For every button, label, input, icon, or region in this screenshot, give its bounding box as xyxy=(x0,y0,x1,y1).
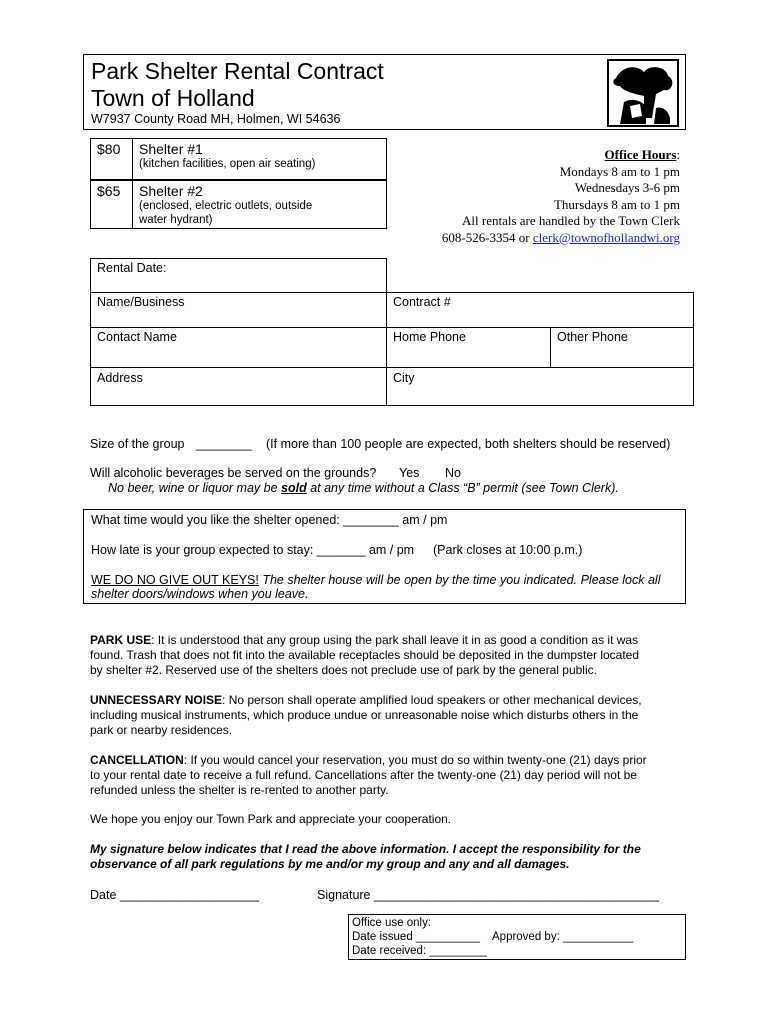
group-size-label: Size of the group xyxy=(90,437,185,451)
office-hours-heading: Office Hours: xyxy=(604,147,680,162)
office-hours-line: All rentals are handled by the Town Clerk xyxy=(462,213,680,228)
other-phone-field[interactable]: Other Phone xyxy=(557,330,628,344)
header-address: W7937 County Road MH, Holmen, WI 54636 xyxy=(91,112,341,126)
group-size-note: (If more than 100 people are expected, both shelters should be reserved) xyxy=(266,437,671,451)
date-received-field[interactable]: Date received: _________ xyxy=(352,945,487,957)
keys-notice: WE DO NO GIVE OUT KEYS! The shelter house will be open by the time you indicated. Please lock all xyxy=(91,573,661,587)
grid-col-line xyxy=(550,327,551,368)
grid-col-line xyxy=(386,292,387,406)
noise-rule: UNNECESSARY NOISE: No person shall operate amplified loud speakers or other mechanical devices, including musical instruments, which produce undue or unreasonable noise which disturbs others in the park or nearby residences. xyxy=(90,693,642,737)
tree-logo-icon xyxy=(606,58,680,128)
office-hours-line: Thursdays 8 am to 1 pm xyxy=(553,196,680,212)
name-business-field[interactable]: Name/Business xyxy=(97,295,185,309)
signature-statement: My signature below indicates that I read the above information. I accept the responsibility for the observance of all park regulations by me and/or my group and any and all damages. xyxy=(90,842,641,871)
late-time-question[interactable]: How late is your group expected to stay: _______ am / pm xyxy=(91,543,415,557)
keys-notice-2: shelter doors/windows when you leave. xyxy=(91,587,309,601)
office-hours xyxy=(442,147,680,246)
clerk-email-link[interactable]: clerk@townofhollandwi.org xyxy=(532,229,680,245)
office-use-title: Office use only: xyxy=(352,917,432,929)
home-phone-field[interactable]: Home Phone xyxy=(393,330,466,344)
grid-row-line xyxy=(90,327,694,328)
grid-row-line xyxy=(90,367,694,368)
alcohol-no-option[interactable]: No xyxy=(445,466,461,480)
shelter-2-price: $65 xyxy=(97,183,121,199)
park-closes-note: (Park closes at 10:00 p.m.) xyxy=(433,543,583,557)
contact-name-field[interactable]: Contact Name xyxy=(97,330,177,344)
shelter-1-desc: (kitchen facilities, open air seating) xyxy=(139,158,316,170)
contract-number-field[interactable]: Contract # xyxy=(393,295,451,309)
address-field[interactable]: Address xyxy=(97,371,143,385)
approved-by-field[interactable]: Approved by: ___________ xyxy=(492,931,634,943)
enjoy-text: We hope you enjoy our Town Park and appreciate your cooperation. xyxy=(90,812,452,826)
shelter-1-price: $80 xyxy=(97,141,121,157)
office-hours-line: Mondays 8 am to 1 pm xyxy=(559,163,680,179)
group-size-input[interactable]: ________ xyxy=(196,437,252,451)
alcohol-yes-option[interactable]: Yes xyxy=(399,466,420,480)
alcohol-note: No beer, wine or liquor may be sold at any time without a Class “B” permit (see Town Clerk). xyxy=(108,481,619,495)
shelter-1-name: Shelter #1 xyxy=(139,141,203,157)
date-signature-field[interactable]: Date ____________________ xyxy=(90,888,259,902)
sold-emphasis: sold xyxy=(281,481,307,495)
date-issued-field[interactable]: Date issued __________ xyxy=(352,931,480,943)
office-contact: 608-526-3354 or clerk@townofhollandwi.org xyxy=(441,229,680,245)
signature-field[interactable]: Signature _________________________________________ xyxy=(317,888,660,902)
shelter-2-divider xyxy=(132,180,133,229)
shelter-1-divider xyxy=(132,138,133,180)
office-hours-line: Wednesdays 3-6 pm xyxy=(574,180,680,195)
park-use-rule: PARK USE: It is understood that any group using the park shall leave it in as good a condition as it was found. Trash that does not fit into the available receptacles should be deposited in the dumpster located by shelter #2. Reserved use of the shelters does not preclude use of park by the general public. xyxy=(90,633,640,677)
page-title: Park Shelter Rental Contract xyxy=(91,58,384,84)
open-time-question[interactable]: What time would you like the shelter opened: ________ am / pm xyxy=(91,513,448,527)
page-subtitle: Town of Holland xyxy=(91,85,255,111)
shelter-2-desc-2: water hydrant) xyxy=(139,214,213,226)
shelter-2-desc-1: (enclosed, electric outlets, outside xyxy=(139,200,313,212)
alcohol-question: Will alcoholic beverages be served on the grounds? xyxy=(90,466,377,480)
city-field[interactable]: City xyxy=(393,371,415,385)
shelter-2-name: Shelter #2 xyxy=(139,183,203,199)
rental-date-label: Rental Date: xyxy=(97,261,167,275)
cancellation-rule: CANCELLATION: If you would cancel your reservation, you must do so within twenty-one (21) days prior to your rental date to receive a full refund. Cancellations after the twenty-one (21) day period will not be refunded unless the shelter is re-rented to another party. xyxy=(90,753,647,797)
contact-grid xyxy=(90,292,694,406)
